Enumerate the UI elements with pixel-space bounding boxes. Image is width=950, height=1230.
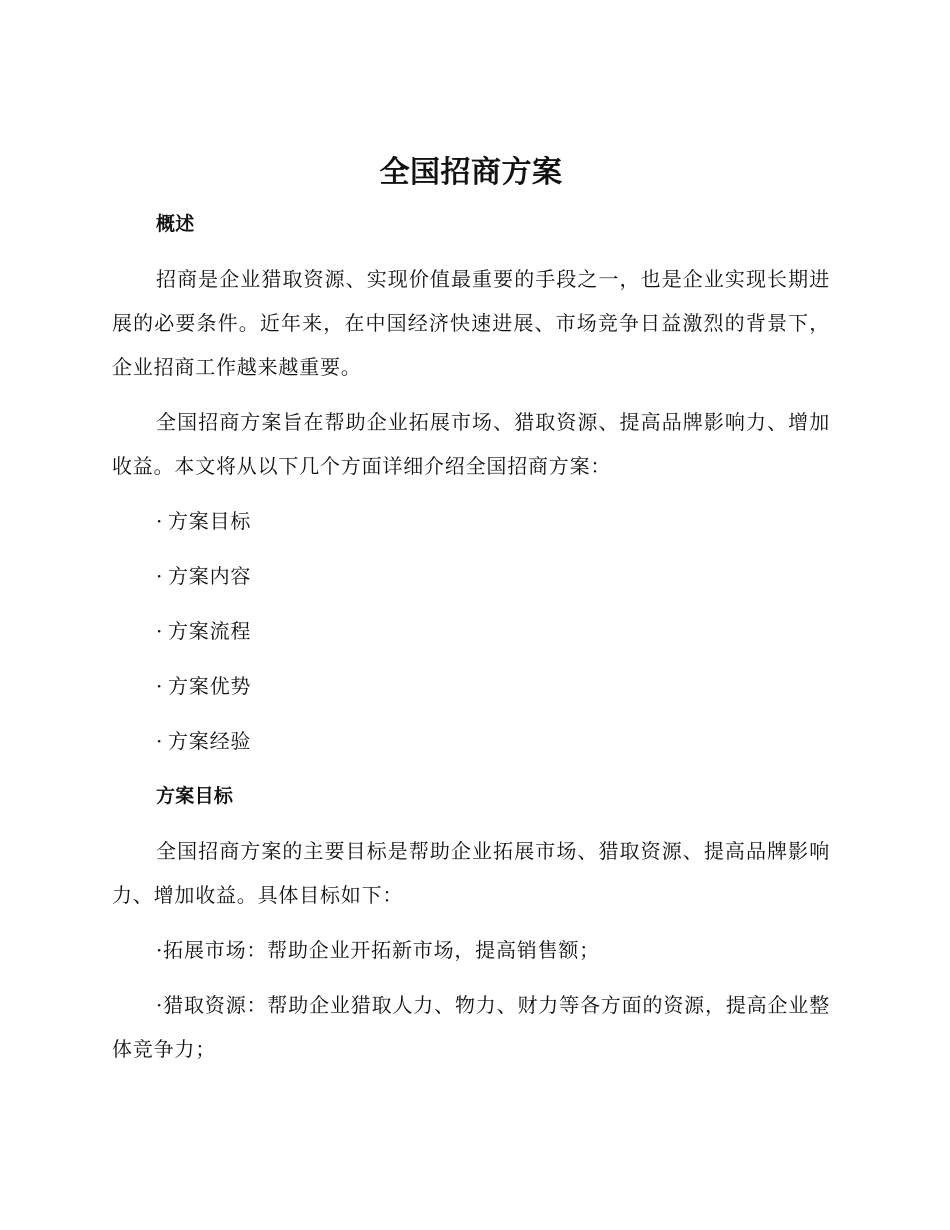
bullet-icon: · (156, 938, 164, 962)
spacer (112, 488, 830, 499)
bullet-icon: · (156, 509, 164, 533)
outline-item (112, 664, 830, 708)
spacer (112, 972, 830, 983)
bullet-icon: · (156, 564, 164, 588)
overview-paragraph-2: 全国招商方案旨在帮助企业拓展市场、猎取资源、提高品牌影响力、增加收益。本文将从以下几个方面详细介绍全国招商方案： (112, 410, 830, 478)
spacer (112, 818, 830, 829)
outline-list (112, 499, 830, 763)
goal-item (112, 983, 830, 1071)
bullet-icon: · (156, 729, 164, 753)
spacer (112, 246, 830, 257)
goal-item (112, 928, 830, 972)
document-title: 全国招商方案 (379, 155, 563, 190)
outline-item-label: 方案优势 (168, 674, 252, 698)
goal-item-text: 猎取资源：帮助企业猎取人力、物力、财力等各方面的资源，提高企业整体竞争力； (112, 993, 830, 1061)
section-heading-goals: 方案目标 (156, 785, 234, 807)
outline-item-label: 方案目标 (168, 509, 252, 533)
spacer (112, 917, 830, 928)
outline-item (112, 719, 830, 763)
outline-item-label: 方案流程 (168, 619, 252, 643)
bullet-icon: · (156, 674, 164, 698)
overview-paragraph-1: 招商是企业猎取资源、实现价值最重要的手段之一，也是企业实现长期进展的必要条件。近年来，在中国经济快速进展、市场竞争日益激烈的背景下，企业招商工作越来越重要。 (112, 267, 830, 379)
section-heading-overview: 概述 (156, 213, 195, 235)
outline-item (112, 554, 830, 598)
spacer (112, 389, 830, 400)
outline-item-label: 方案内容 (168, 564, 252, 588)
goal-item-text: 拓展市场：帮助企业开拓新市场，提高销售额； (163, 938, 600, 962)
document-body (112, 150, 830, 1071)
outline-item (112, 609, 830, 653)
bullet-icon: · (156, 619, 164, 643)
bullet-icon: · (156, 993, 164, 1017)
outline-item-label: 方案经验 (168, 729, 252, 753)
goals-paragraph: 全国招商方案的主要目标是帮助企业拓展市场、猎取资源、提高品牌影响力、增加收益。具体目标如下： (112, 839, 830, 907)
outline-item (112, 499, 830, 543)
spacer (112, 763, 830, 774)
